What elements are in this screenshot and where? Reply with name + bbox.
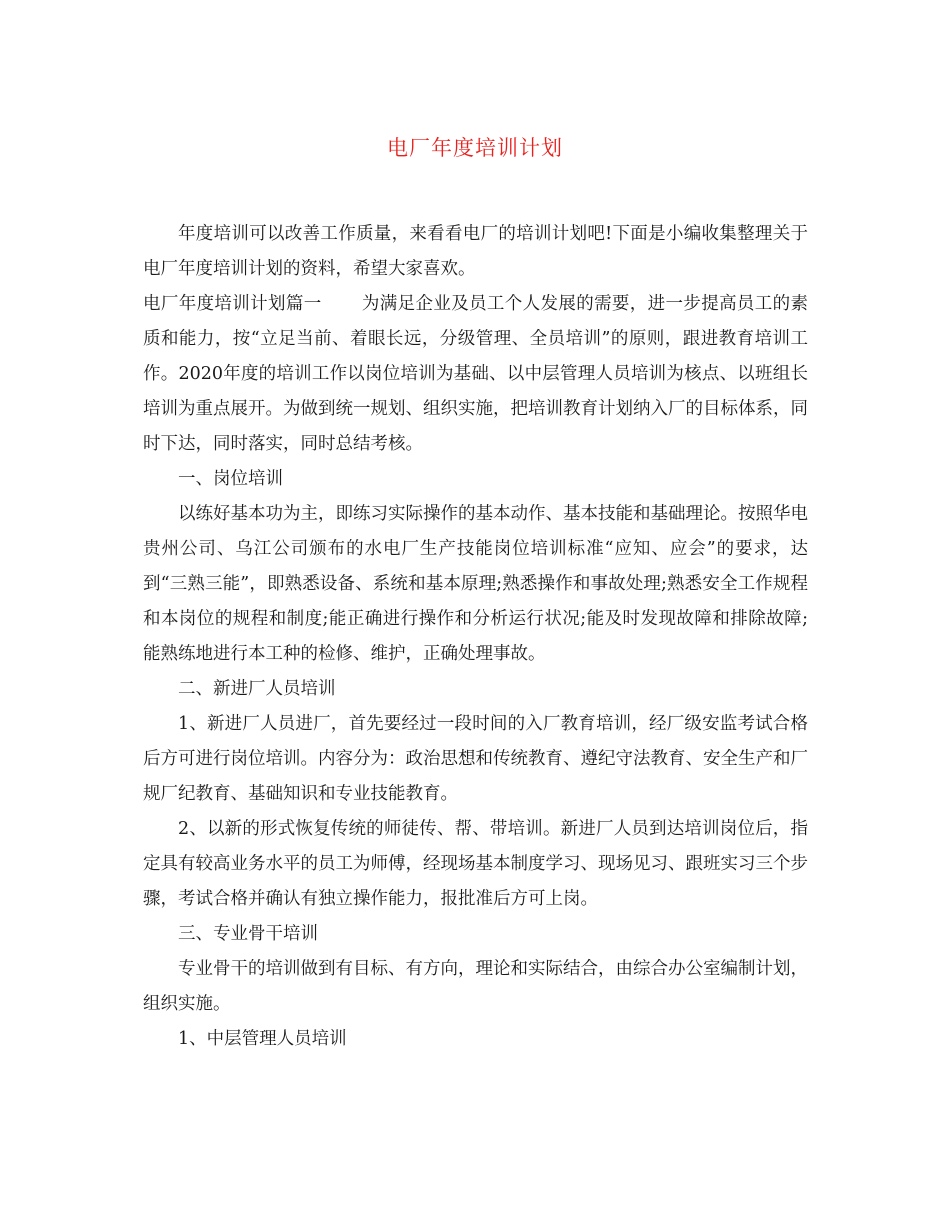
intro-paragraph: 年度培训可以改善工作质量，来看看电厂的培训计划吧!下面是小编收集整理关于电厂年度培训计划的资料，希望大家喜欢。 — [143, 224, 808, 279]
section-label: 电厂年度培训计划篇一 — [143, 294, 322, 314]
post-training-paragraph: 以练好基本功为主，即练习实际操作的基本动作、基本技能和基础理论。按照华电贵州公司、乌江公司颁布的水电厂生产技能岗位培训标准“应知、应会”的要求，达到“三熟三能”，即熟悉设备、系统和基本原理;熟悉操作和事故处理;熟悉安全工作规程和本岗位的规程和制度;能正确进行操作和分析运行状况;能及时发现故障和排除故障;能熟练地进行本工种的检修、维护，正确处理事故。 — [143, 504, 808, 664]
new-staff-paragraph-1: 1、新进厂人员进厂，首先要经过一段时间的入厂教育培训，经厂级安监考试合格后方可进行岗位培训。内容分为：政治思想和传统教育、遵纪守法教育、安全生产和厂规厂纪教育、基础知识和专业技能教育。 — [143, 714, 808, 804]
heading-post-training: 一、岗位培训 — [178, 469, 283, 489]
middle-management-item: 1、中层管理人员培训 — [178, 1029, 347, 1049]
document-title: 电厂年度培训计划 — [387, 136, 563, 160]
section-paragraph — [143, 287, 808, 462]
new-staff-paragraph-2: 2、以新的形式恢复传统的师徒传、帮、带培训。新进厂人员到达培训岗位后，指定具有较高业务水平的员工为师傅，经现场基本制度学习、现场见习、跟班实习三个步骤，考试合格并确认有独立操作能力，报批准后方可上岗。 — [143, 819, 808, 909]
heading-key-staff-training: 三、专业骨干培训 — [178, 924, 318, 944]
document-body — [143, 217, 808, 1057]
heading-new-staff-training: 二、新进厂人员培训 — [178, 679, 336, 699]
section-body: 为满足企业及员工个人发展的需要，进一步提高员工的素质和能力，按“立足当前、着眼长远，分级管理、全员培训”的原则，跟进教育培训工作。2020年度的培训工作以岗位培训为基础、以中层管理人员培训为核点、以班组长培训为重点展开。为做到统一规划、组织实施，把培训教育计划纳入厂的目标体系，同时下达，同时落实，同时总结考核。 — [143, 294, 809, 454]
key-staff-paragraph: 专业骨干的培训做到有目标、有方向，理论和实际结合，由综合办公室编制计划，组织实施。 — [143, 959, 808, 1014]
